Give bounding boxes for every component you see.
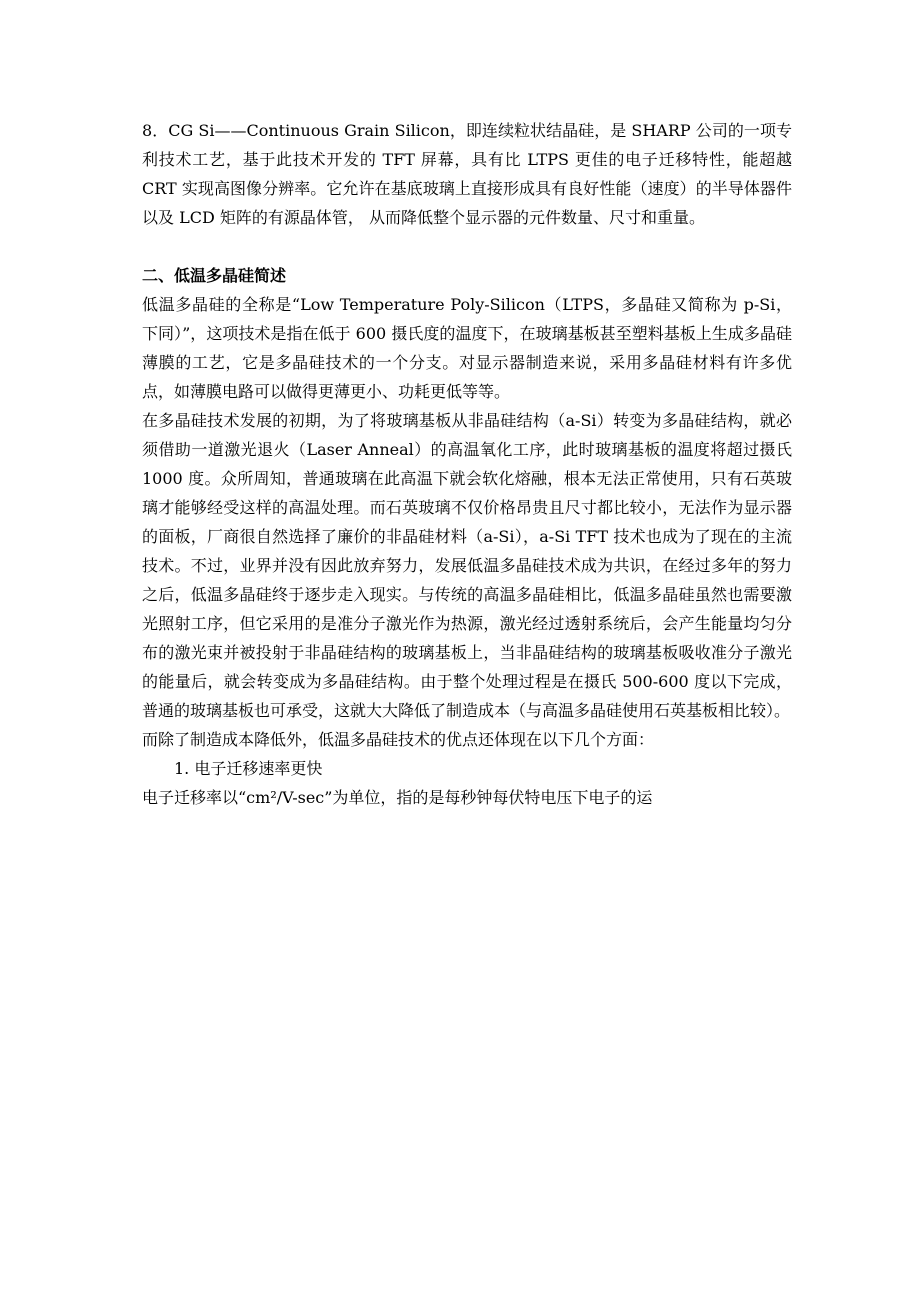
paragraph-advantages: 而除了制造成本降低外，低温多晶硅技术的优点还体现在以下几个方面： — [142, 730, 655, 749]
section-heading: 二、低温多晶硅简述 — [142, 266, 287, 285]
paragraph-spacer — [142, 232, 792, 261]
paragraph-ltps-intro: 低温多晶硅的全称是“Low Temperature Poly-Silicon（LTPS，多晶硅又简称为 p-Si，下同）”，这项技术是指在低于 600 摄氏度的温度下，在玻璃基板甚至塑料基板上生成多晶硅薄膜的工艺，它是多晶硅技术的一个分支。对显示器制造来说，采用多晶硅材料有许多优点，如薄膜电路可以做得更薄更小、功耗更低等等。 — [142, 295, 792, 401]
list-item-electron-mobility: 1. 电子迁移速率更快 — [174, 759, 323, 778]
paragraph-mobility-unit: 电子迁移率以“cm²/V-sec”为单位，指的是每秒钟每伏特电压下电子的运 — [142, 788, 653, 807]
paragraph-ltps-history: 在多晶硅技术发展的初期，为了将玻璃基板从非晶硅结构（a-Si）转变为多晶硅结构，就必须借助一道激光退火（Laser Anneal）的高温氧化工序，此时玻璃基板的温度将超过摄氏 1000 度。众所周知，普通玻璃在此高温下就会软化熔融，根本无法正常使用，只有石英玻璃才能够经受这样的高温处理。而石英玻璃不仅价格昂贵且尺寸都比较小，无法作为显示器的面板，厂商很自然选择了廉价的非晶硅材料（a-Si），a-Si TFT 技术也成为了现在的主流技术。不过，业界并没有因此放弃努力，发展低温多晶硅技术成为共识，在经过多年的努力之后，低温多晶硅终于逐步走入现实。与传统的高温多晶硅相比，低温多晶硅虽然也需要激光照射工序，但它采用的是准分子激光作为热源，激光经过透射系统后，会产生能量均匀分布的激光束并被投射于非晶硅结构的玻璃基板上，当非晶硅结构的玻璃基板吸收准分子激光的能量后，就会转变成为多晶硅结构。由于整个处理过程是在摄氏 500-600 度以下完成，普通的玻璃基板也可承受，这就大大降低了制造成本（与高温多晶硅使用石英基板相比较）。 — [142, 411, 792, 720]
paragraph-cg-si: 8．CG Si——Continuous Grain Silicon，即连续粒状结晶硅，是 SHARP 公司的一项专利技术工艺，基于此技术开发的 TFT 屏幕，具有比 LTPS 更佳的电子迁移特性，能超越 CRT 实现高图像分辨率。它允许在基底玻璃上直接形成具有良好性能（速度）的半导体器件以及 LCD 矩阵的有源晶体管， 从而降低整个显示器的元件数量、尺寸和重量。 — [142, 121, 792, 227]
document-page — [142, 116, 792, 812]
